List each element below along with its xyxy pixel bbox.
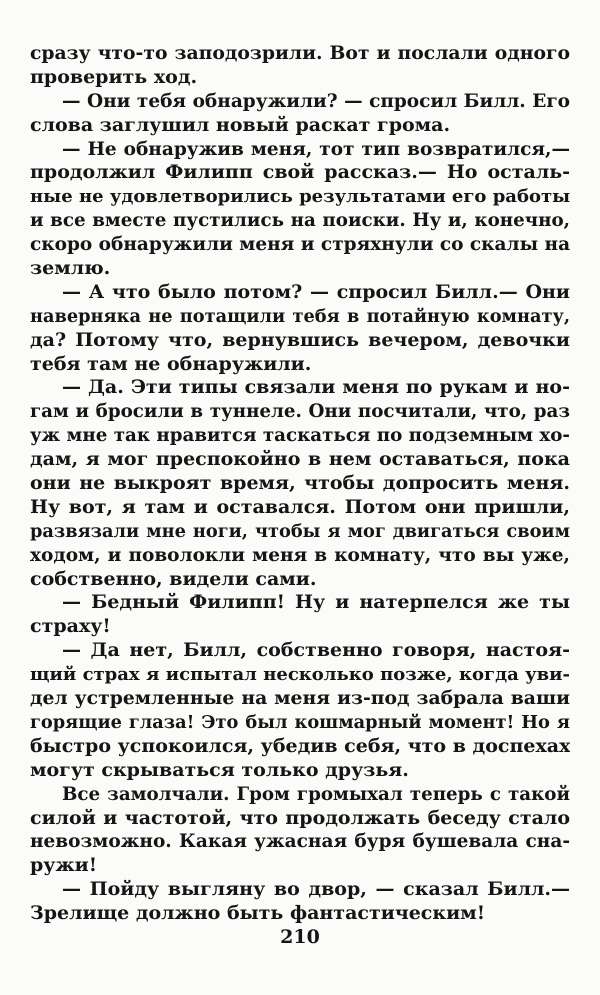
text-line: продолжил Филипп свой рассказ.— Но осталь-: [30, 161, 570, 184]
text-line: щий страх я испытал несколько позже, когда уви-: [30, 664, 570, 686]
text-line: уж мне так нравится таскаться по подземным хо-: [30, 425, 570, 447]
text-line: силой и частотой, что продолжать беседу стало: [30, 806, 570, 829]
text-line: ные не удовлетворились результатами его работы: [30, 186, 570, 208]
text-line: собственно, видели сами.: [30, 567, 317, 590]
text-line: скоро обнаружили меня и стряхнули со скалы на: [30, 234, 570, 256]
text-line: Все замолчали. Гром громыхал теперь с такой: [62, 783, 570, 805]
text-line: ходом, и поволокли меня в комнату, что вы уже,: [30, 544, 570, 566]
text-line: — А что было потом? — спросил Билл.— Они: [62, 280, 570, 303]
page-number: 210: [280, 926, 320, 948]
text-line: гам и бросили в туннеле. Они посчитали, что, раз: [30, 401, 570, 423]
text-line: быстро успокоился, убедив себя, что в доспехах: [30, 734, 570, 757]
text-line: да? Потому что, вернувшись вечером, девочки: [30, 328, 570, 351]
text-line: — Бедный Филипп! Ну и натерпелся же ты: [62, 591, 570, 614]
text-line: страху!: [30, 615, 111, 638]
page-text-body: [30, 42, 570, 926]
text-line: — Они тебя обнаружили? — спросил Билл. Его: [62, 90, 570, 112]
text-line: — Пойду выгляну во двор, — сказал Билл.—: [62, 878, 570, 901]
text-line: Зрелище должно быть фантастическим!: [30, 902, 486, 925]
text-line: невозможно. Какая ужасная буря бушевала сна-: [30, 831, 570, 853]
text-line: горящие глаза! Это был кошмарный момент! Но я: [30, 711, 570, 733]
text-line: дам, я мог преспокойно в нем оставаться, пока: [30, 448, 570, 471]
text-line: — Не обнаружив меня, тот тип возвратился,—: [62, 138, 570, 160]
text-line: тебя там не обнаружили.: [30, 352, 312, 375]
text-line: проверить ход.: [30, 65, 198, 88]
text-line: наверняка не потащили тебя в потайную комнату,: [30, 305, 570, 327]
text-line: землю.: [30, 257, 111, 280]
text-line: развязали мне ноги, чтобы я мог двигаться своим: [30, 520, 570, 542]
text-line: — Да нет, Билл, собственно говоря, настоя-: [62, 639, 570, 662]
text-line: слова заглушил новый раскат грома.: [30, 113, 451, 136]
text-line: они не выкроят время, чтобы допросить меня.: [30, 472, 570, 495]
text-line: Ну вот, я там и оставался. Потом они пришли,: [30, 495, 570, 518]
text-line: сразу что-то заподозрили. Вот и послали одного: [30, 42, 570, 64]
text-line: дел устремленные на меня из-под забрала ваши: [30, 687, 570, 710]
text-line: и все вместе пустились на поиски. Ну и, конечно,: [30, 210, 570, 232]
text-line: могут скрываться только друзья.: [30, 758, 409, 781]
text-line: — Да. Эти типы связали меня по рукам и но-: [62, 376, 570, 399]
text-line: ружи!: [30, 854, 98, 877]
